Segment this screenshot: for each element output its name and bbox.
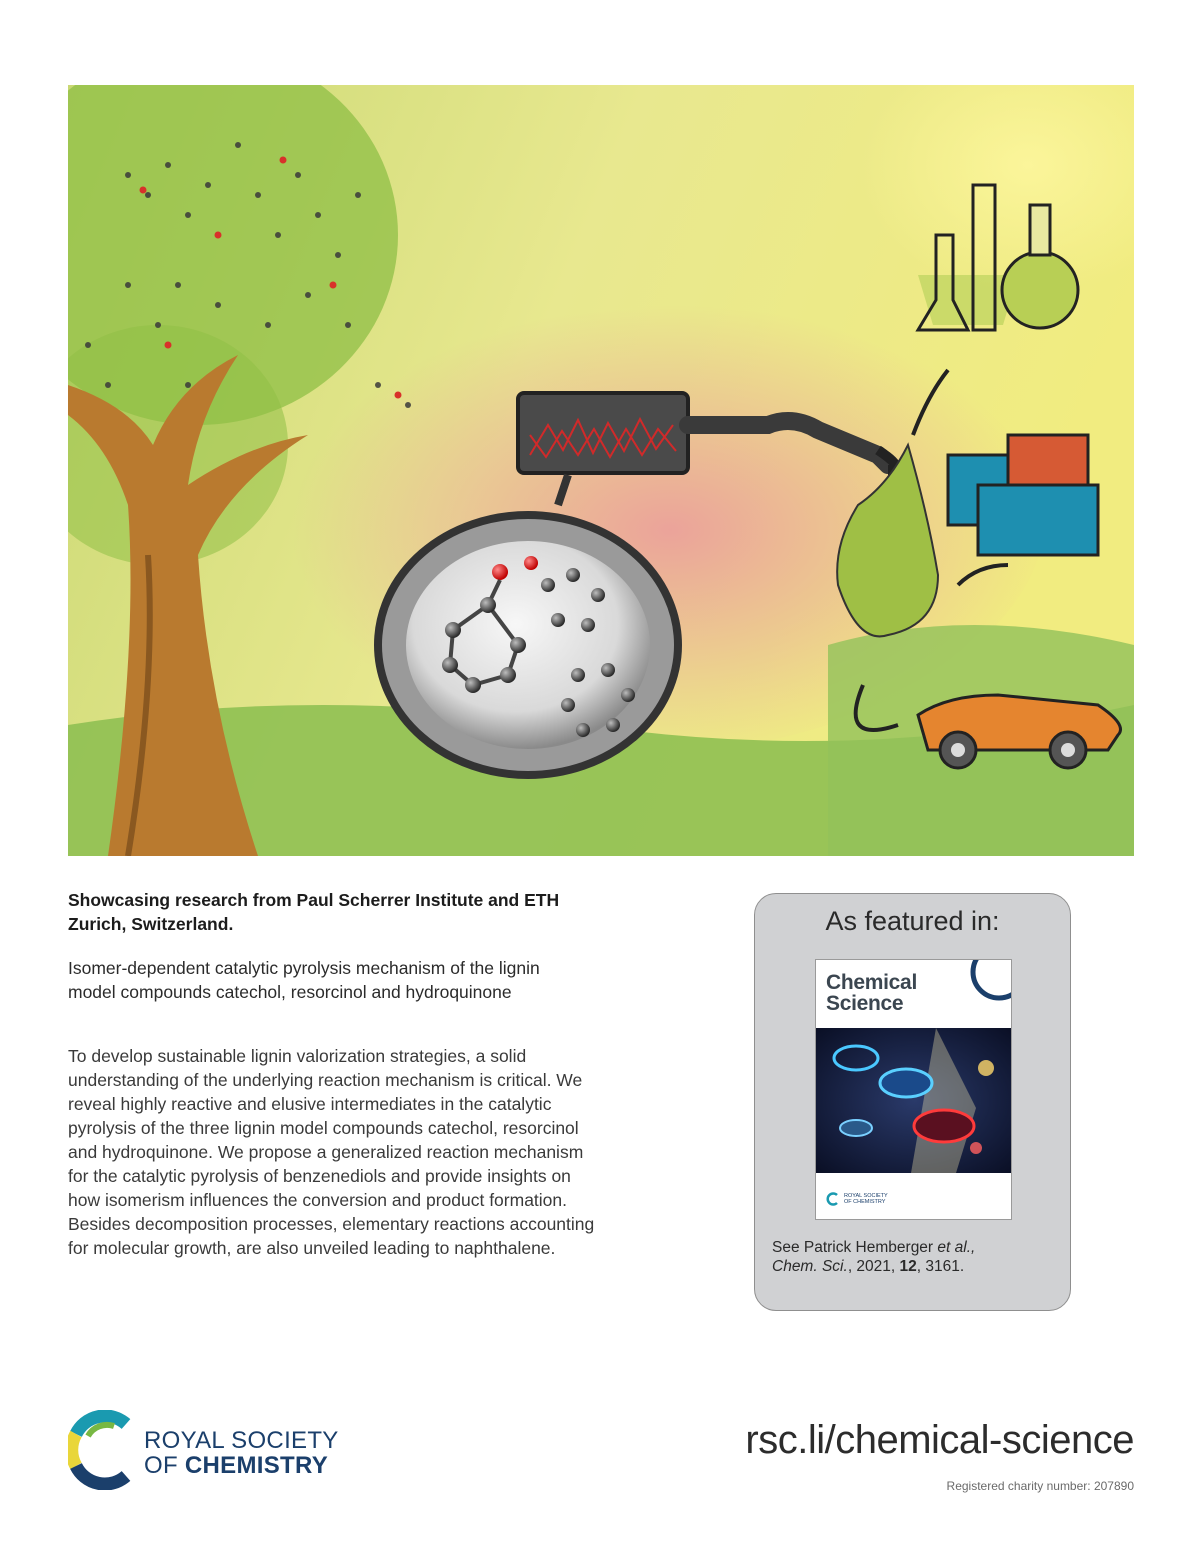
article-reference (772, 1238, 1062, 1276)
cover-art-image (816, 1028, 1012, 1173)
cover-journal-title (826, 972, 917, 1014)
rsc-c-logo-icon (68, 1410, 134, 1490)
ref-pages: , 3161. (916, 1258, 965, 1275)
article-title: Isomer-dependent catalytic pyrolysis mechanism of the lignin model compounds catechol, resorcinol and hydroquinone (68, 958, 540, 1002)
cover-publisher-line2: OF CHEMISTRY (844, 1199, 886, 1205)
rsc-wordmark-chemistry: CHEMISTRY (184, 1452, 329, 1479)
rsc-logo[interactable] (68, 1410, 368, 1490)
rsc-mini-logo-icon (826, 1192, 840, 1206)
cover-journal-line1: Chemical (826, 971, 917, 994)
cover-publisher-logo (826, 1192, 888, 1206)
ref-prefix: See Patrick Hemberger (772, 1239, 938, 1256)
featured-heading: As featured in: (825, 906, 1000, 936)
rsc-wordmark (144, 1428, 339, 1478)
rsc-wordmark-of: OF (144, 1452, 185, 1479)
showcase-heading: Showcasing research from Paul Scherrer Institute and ETH Zurich, Switzerland. (68, 890, 560, 934)
ref-journal: Chem. Sci. (772, 1258, 848, 1275)
cover-arc-icon (969, 959, 1012, 1002)
cover-publisher-line1: ROYAL SOCIETY (844, 1193, 888, 1199)
cover-journal-line2: Science (826, 992, 904, 1015)
cover-artwork (68, 85, 1134, 856)
charity-number: Registered charity number: 207890 (946, 1479, 1134, 1493)
article-summary: To develop sustainable lignin valorization strategies, a solid understanding of the underlying reaction mechanism is critical. We reveal highly reactive and elusive intermediates in the catalytic pyrolysis of the three lignin model compounds catechol, resorcinol and hydroquinone. We propose a generalized reaction mechanism for the catalytic pyrolysis of benzenediols and provide insights on how isomerism influences the conversion and product formation. Besides decomposition processes, elementary reactions accounting for molecular growth, are also unveiled leading to naphthalene. (68, 1046, 595, 1258)
journal-url-link[interactable]: rsc.li/chemical-science (745, 1418, 1134, 1462)
ref-volume: 12 (899, 1258, 917, 1275)
journal-cover-thumbnail[interactable] (815, 959, 1012, 1220)
featured-in-box (754, 893, 1071, 1311)
ref-year: , 2021, (847, 1258, 900, 1275)
rsc-wordmark-line1: ROYAL SOCIETY (144, 1427, 339, 1454)
ref-etal: et al., (937, 1239, 976, 1256)
